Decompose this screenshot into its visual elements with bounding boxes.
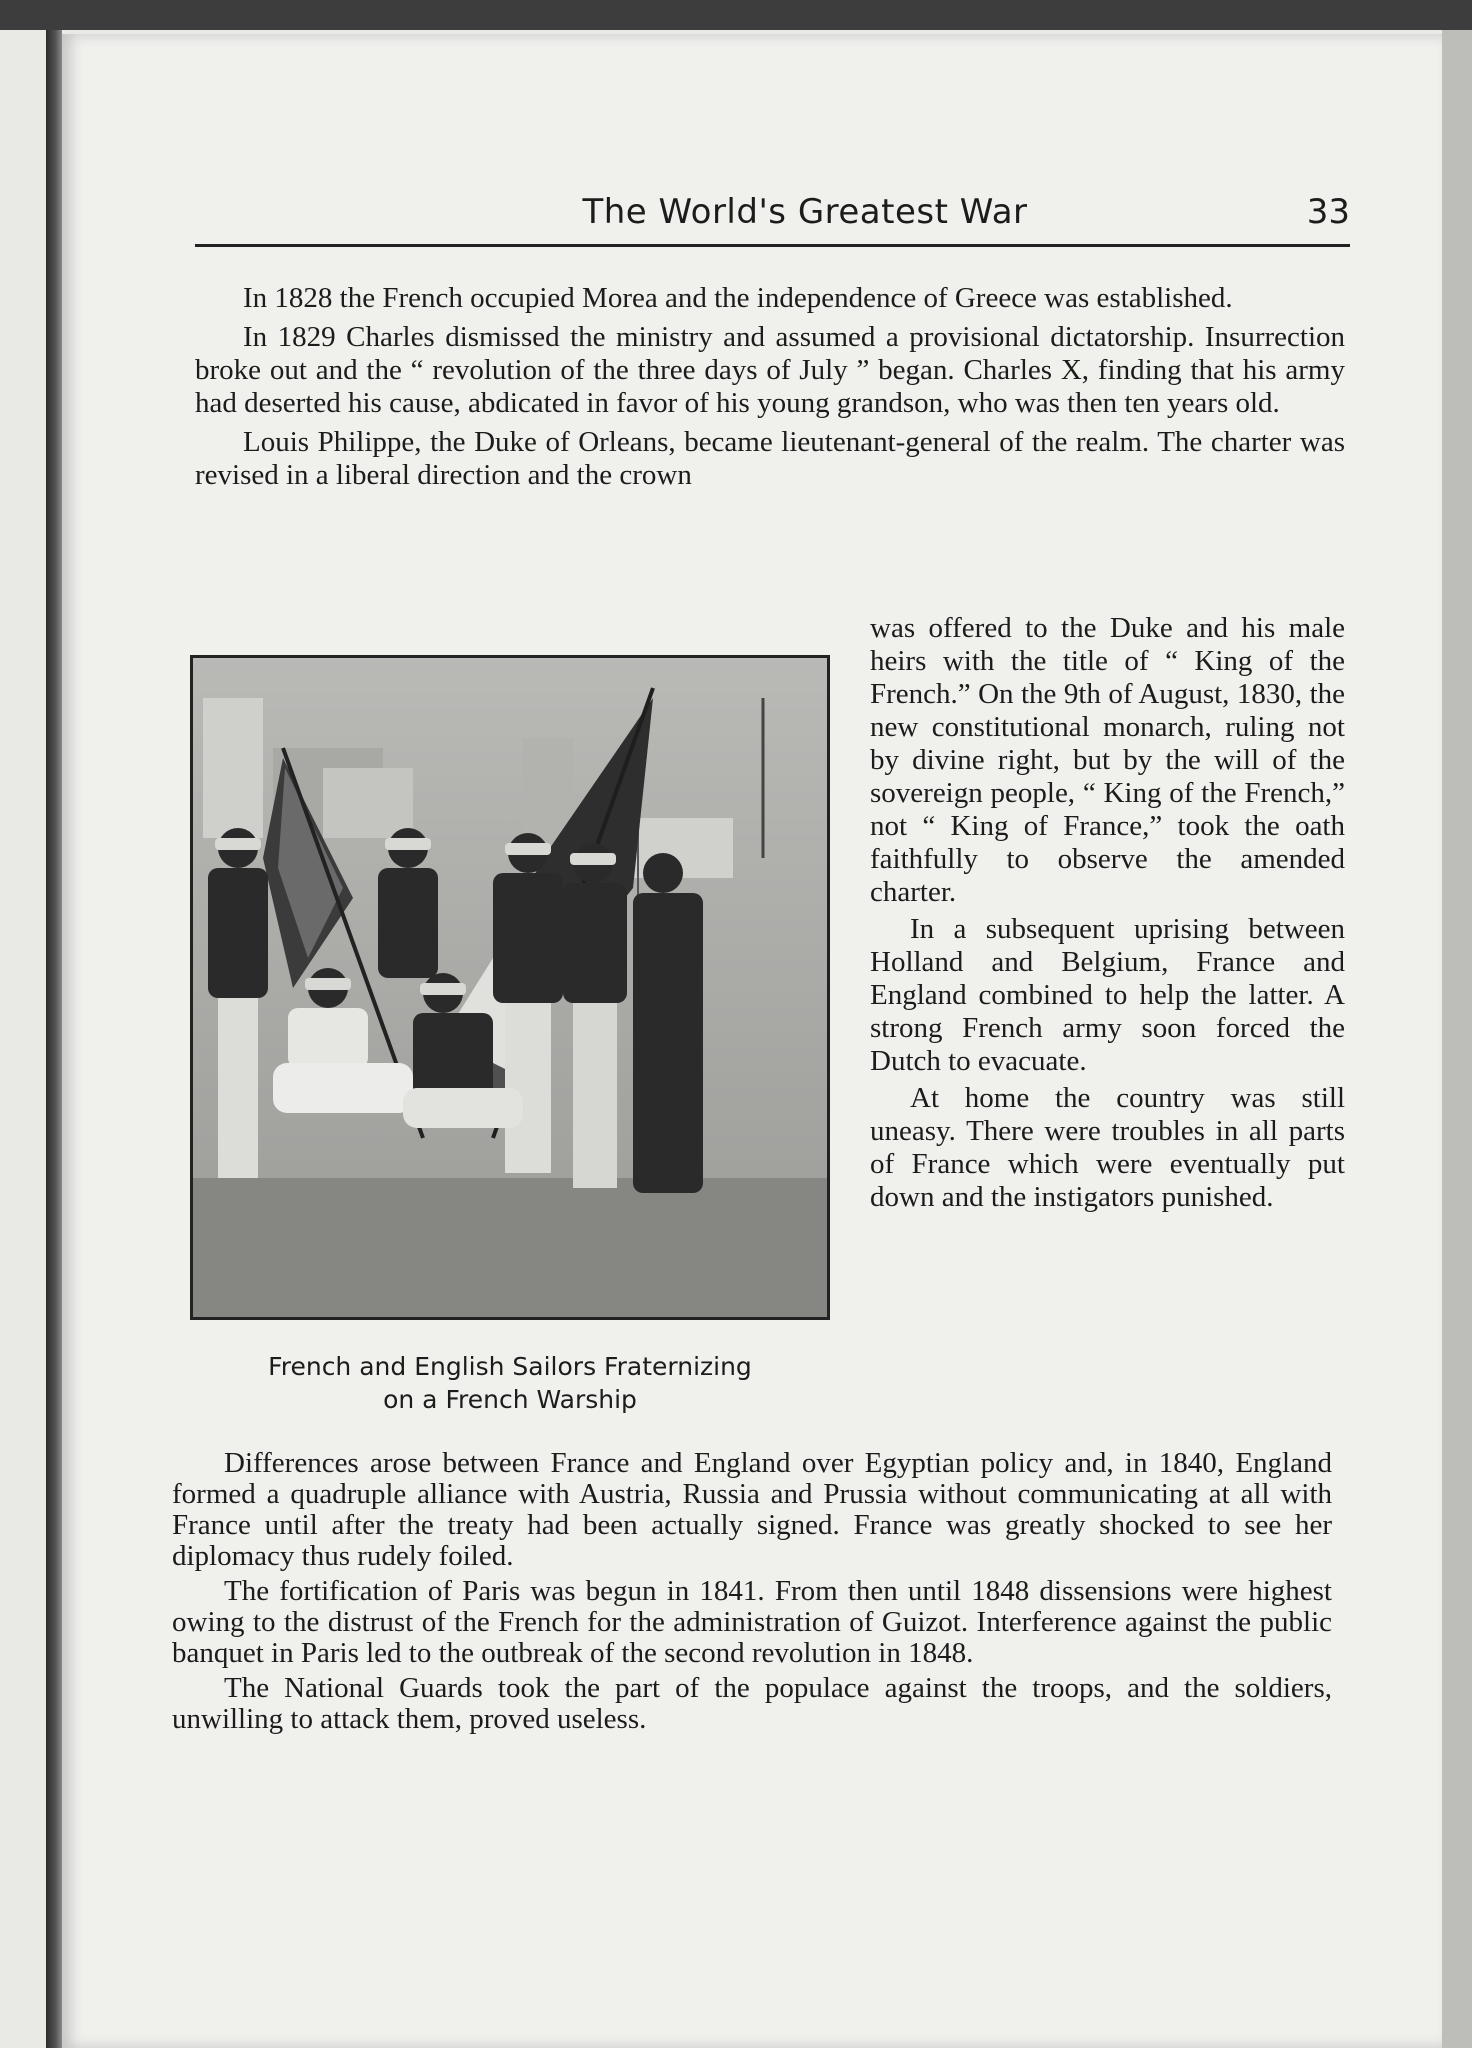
paragraph: In a subsequent uprising between Holland and Belgium, France and England combined to help the latter. A strong French army soon forced the Dutch to evacuate. bbox=[870, 913, 1345, 1077]
paragraph: was offered to the Duke and his male heirs with the title of “ King of the French.” On the 9th of August, 1830, the new constitutional monarch, ruling not by divine right, but by the will of the sovereign people, “ King of the French,” not “ King of France,” took the oath faithfully to observe the amended charter. bbox=[870, 612, 1345, 908]
photo-illustration bbox=[193, 658, 827, 1317]
paragraph: The National Guards took the part of the populace against the troops, and the soldiers, unwilling to attack them, proved useless. bbox=[172, 1672, 1332, 1735]
paragraph: The fortification of Paris was begun in 1841. From then until 1848 dissensions were highest owing to the distrust of the French for the administration of Guizot. Interference against the public banquet in Paris led to the outbreak of the second revolution in 1848. bbox=[172, 1575, 1332, 1669]
scan-top-border bbox=[0, 0, 1472, 30]
paragraph: In 1829 Charles dismissed the ministry and assumed a provisional dictatorship. Insurrection broke out and the “ revolution of the three days of July ” began. Charles X, finding that his army had deserted his cause, abdicated in favor of his young grandson, who was then ten years old. bbox=[195, 321, 1345, 419]
figure-caption bbox=[190, 1350, 830, 1416]
body-text-top bbox=[195, 282, 1345, 498]
header-rule bbox=[195, 244, 1350, 247]
running-header bbox=[195, 192, 1350, 242]
caption-line: French and English Sailors Fraternizing bbox=[268, 1352, 752, 1381]
paragraph: Differences arose between France and England over Egyptian policy and, in 1840, England formed a quadruple alliance with Austria, Russia and Prussia without communicating at all with France until after the treaty had been actually signed. France was greatly shocked to see her diplomacy thus rudely foiled. bbox=[172, 1447, 1332, 1572]
paragraph: In 1828 the French occupied Morea and the independence of Greece was established. bbox=[243, 282, 1233, 314]
body-text-bottom bbox=[172, 1448, 1332, 1739]
body-text-side bbox=[870, 612, 1345, 1218]
photo-sailors-with-flags bbox=[190, 655, 830, 1320]
scan-right-border bbox=[1442, 30, 1472, 2048]
page-number: 33 bbox=[1306, 192, 1350, 232]
paragraph: Louis Philippe, the Duke of Orleans, became lieutenant-general of the realm. The charter was revised in a liberal direction and the crown bbox=[195, 426, 1345, 491]
book-spine bbox=[46, 30, 62, 2048]
caption-line: on a French Warship bbox=[383, 1385, 637, 1414]
paragraph: At home the country was still uneasy. There were troubles in all parts of France which were eventually put down and the instigators punished. bbox=[870, 1082, 1345, 1213]
running-header-title: The World's Greatest War bbox=[582, 192, 1028, 232]
figure bbox=[190, 655, 830, 1320]
